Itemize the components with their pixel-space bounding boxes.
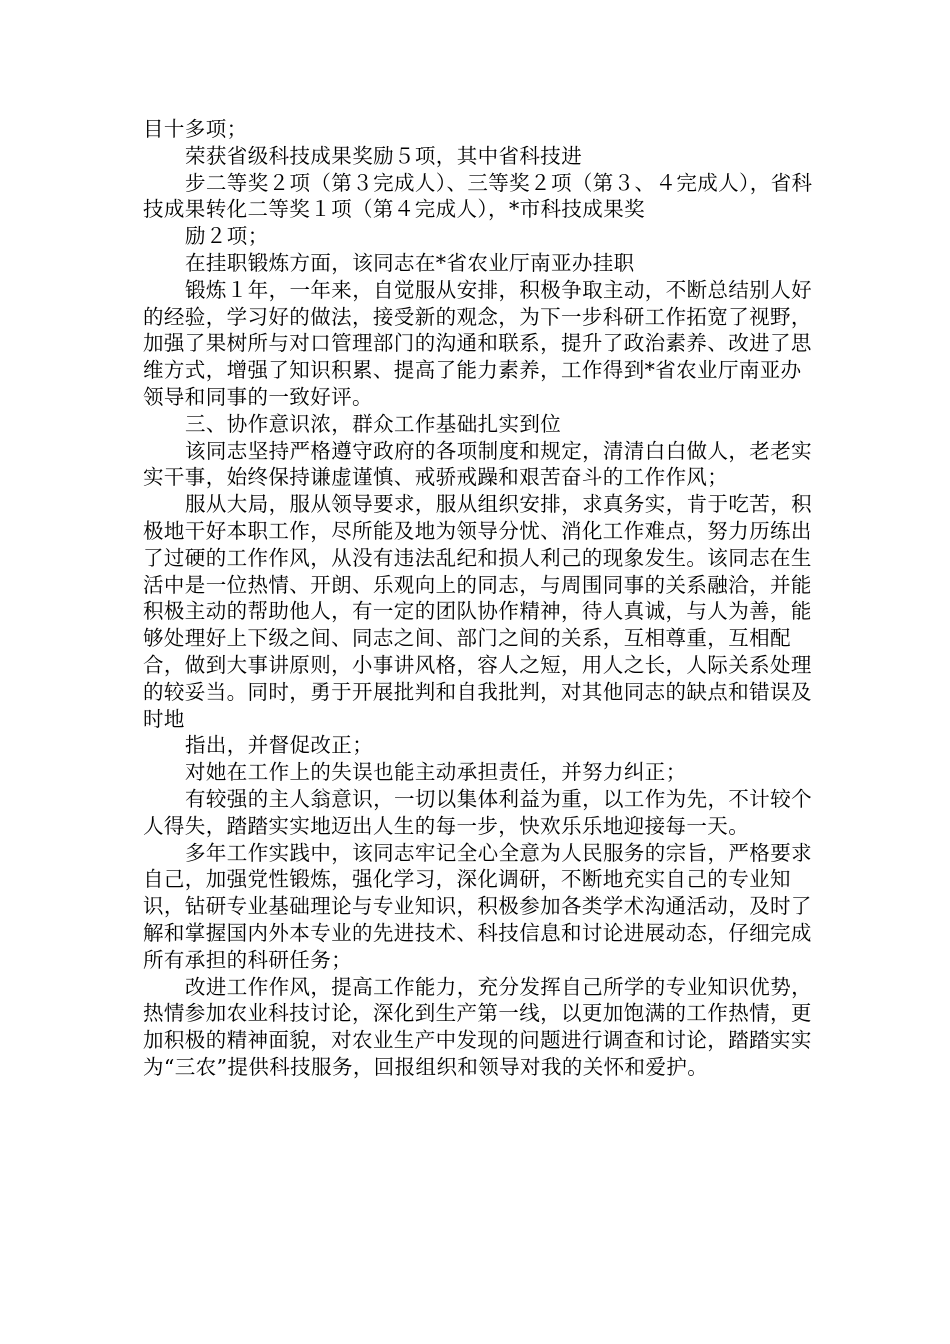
paragraph: 服从大局，服从领导要求，服从组织安排，求真务实，肯于吃苦，积极地干好本职工作，尽所能及地为领导分忧、消化工作难点，努力历练出了过硬的工作作风，从没有违法乱纪和损人利己的现象发生。该同志在生活中是一位热情、开朗、乐观向上的同志，与周围同事的关系融洽，并能积极主动的帮助他人，有一定的团队协作精神，待人真诚，与人为善，能够处理好上下级之间、同志之间、部门之间的关系，互相尊重，互相配合，做到大事讲原则，小事讲风格，容人之短，用人之长，人际关系处理的较妥当。同时，勇于开展批判和自我批判，对其他同志的缺点和错误及时地 [143,492,812,731]
paragraph: 荣获省级科技成果奖励５项，其中省科技进 [185,143,583,168]
paragraph: 步二等奖２项（第３完成人）、三等奖２项（第３、４完成人），省科技成果转化二等奖１项（第４完成人），*市科技成果奖 [143,170,813,222]
document-body [143,116,816,1081]
paragraph: 指出，并督促改正； [185,733,374,758]
paragraph: 锻炼１年，一年来，自觉服从安排，积极争取主动，不断总结别人好的经验，学习好的做法，接受新的观念，为下一步科研工作拓宽了视野，加强了果树所与对口管理部门的沟通和联系，提升了政治素养、改进了思维方式，增强了知识积累、提高了能力素养，工作得到*省农业厅南亚办领导和同事的一致好评。 [143,277,812,409]
paragraph: 多年工作实践中，该同志牢记全心全意为人民服务的宗旨，严格要求自己，加强党性锻炼，强化学习，深化调研，不断地充实自己的专业知识，钻研专业基础理论与专业知识，积极参加各类学术沟通活动，及时了解和掌握国内外本专业的先进技术、科技信息和讨论进展动态，仔细完成所有承担的科研任务； [143,840,812,972]
paragraph: 励２项； [185,224,269,249]
section-heading: 三、协作意识浓，群众工作基础扎实到位 [185,411,562,436]
paragraph: 有较强的主人翁意识，一切以集体利益为重，以工作为先，不计较个人得失，踏踏实实地迈出人生的每一步，快欢乐乐地迎接每一天。 [143,786,812,838]
paragraph: 在挂职锻炼方面，该同志在*省农业厅南亚办挂职 [185,250,635,275]
paragraph: 改进工作作风，提高工作能力，充分发挥自己所学的专业知识优势，热情参加农业科技讨论，深化到生产第一线，以更加饱满的工作热情，更加积极的精神面貌，对农业生产中发现的问题进行调查和讨论，踏踏实实为“三农”提供科技服务，回报组织和领导对我的关怀和爱护。 [143,974,812,1079]
paragraph: 对她在工作上的失误也能主动承担责任，并努力纠正； [185,760,687,785]
paragraph: 该同志坚持严格遵守政府的各项制度和规定，清清白白做人，老老实实干事，始终保持谦虚谨慎、戒骄戒躁和艰苦奋斗的工作作风； [143,438,812,490]
paragraph: 目十多项； [143,117,248,141]
